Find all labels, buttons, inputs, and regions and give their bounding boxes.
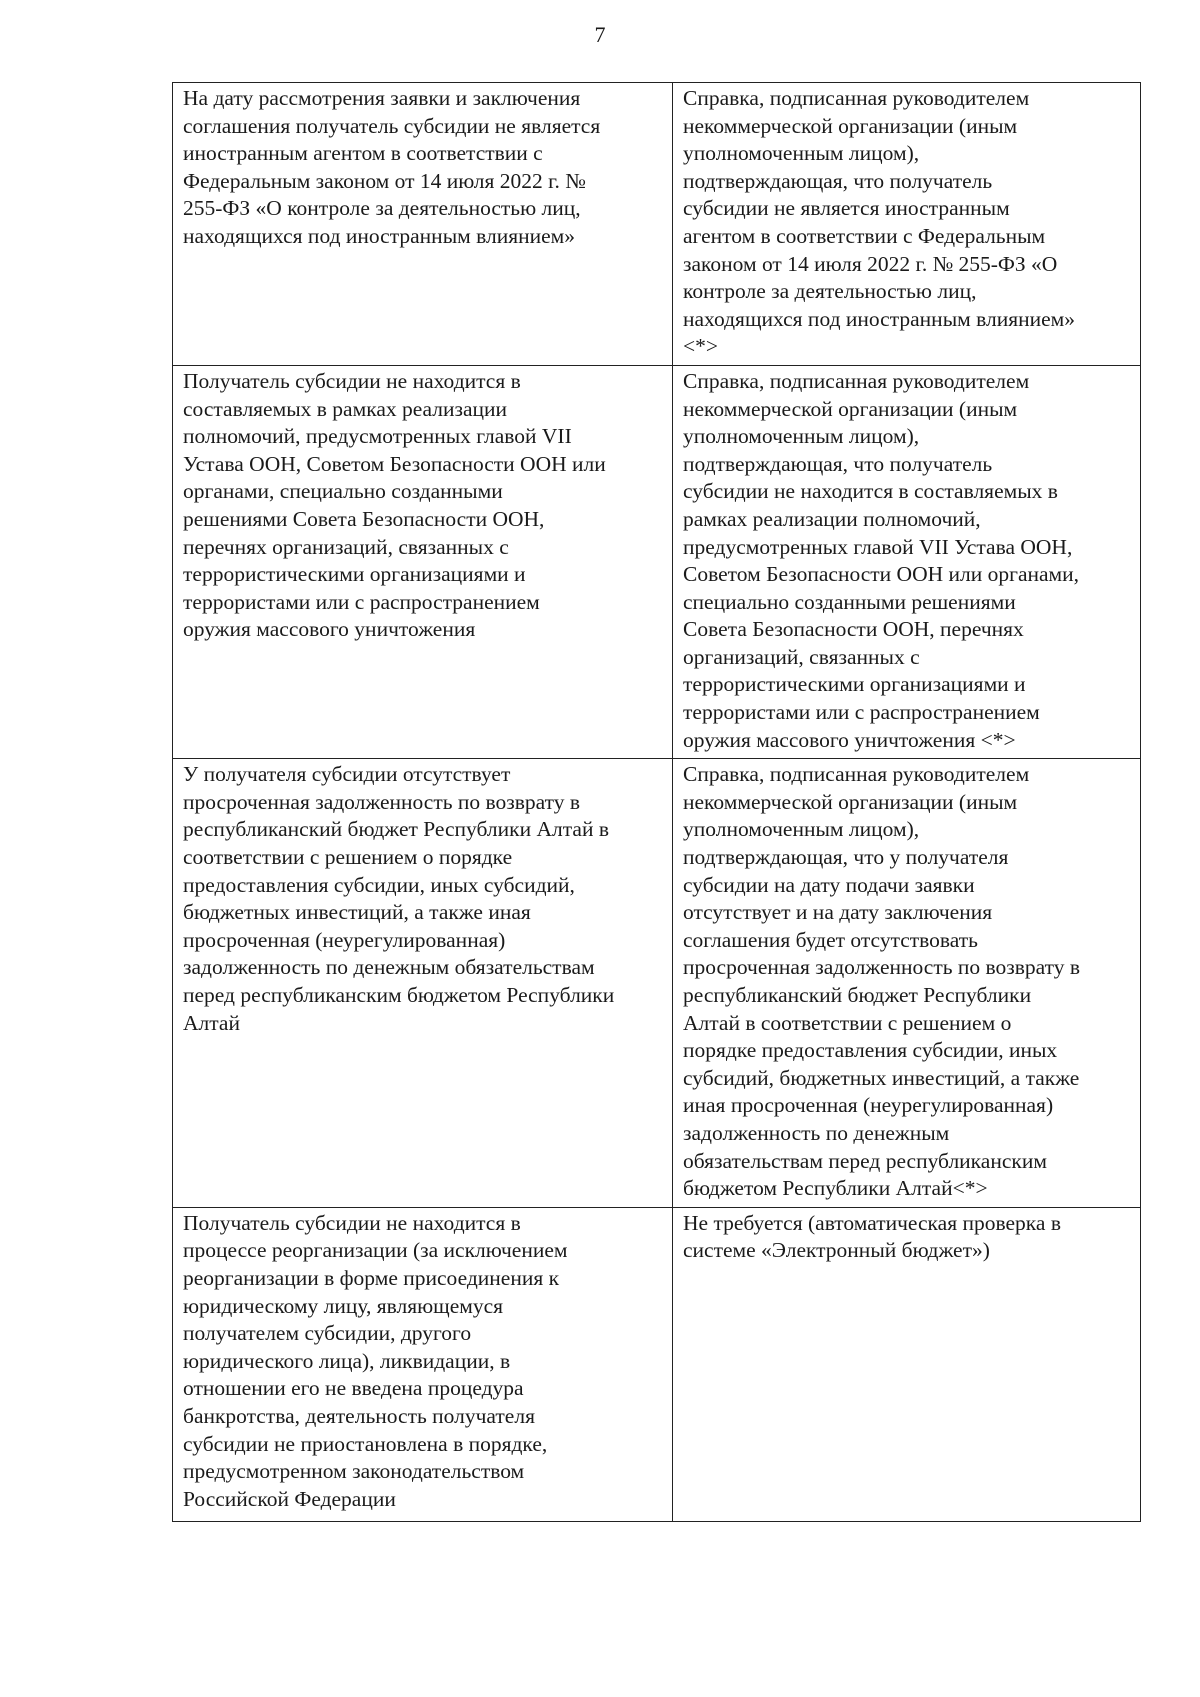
document-cell [673,365,1141,758]
requirement-cell [173,1207,673,1521]
document-text: Не требуется (автоматическая проверка в системе «Электронный бюджет») [683,1210,1061,1263]
table-row [173,83,1141,366]
table-row [173,1207,1141,1521]
requirement-cell [173,83,673,366]
requirement-cell [173,759,673,1208]
requirement-text: Получатель субсидии не находится в составляемых в рамках реализации полномочий, предусмотренных главой VII Устава ООН, Советом Безопасности ООН или органами, специально созданными решениями Совета Безопасности ООН, перечнях организаций, связанных с террористическими организациями и террористами или с распространением оружия массового уничтожения [183,368,606,642]
requirement-text: Получатель субсидии не находится в процессе реорганизации (за исключением реорганизации в форме присоединения к юридическому лицу, являющемуся получателем субсидии, другого юридического лица), ликвидации, в отношении его не введена процедура банкротства, деятельность получателя субсидии не приостановлена в порядке, предусмотренном законодательством Российской Федерации [183,1210,568,1511]
table-row [173,759,1141,1208]
document-text: Справка, подписанная руководителем некоммерческой организации (иным уполномоченным лицом), подтверждающая, что у получателя субсидии на дату подачи заявки отсутствует и на дату заключения соглашения будет отсутствовать просроченная задолженность по возврату в республиканский бюджет Республики Алтай в соответствии с решением о порядке предоставления субсидии, иных субсидий, бюджетных инвестиций, а также иная просроченная (неурегулированная) задолженность по денежным обязательствам перед республиканским бюджетом Республики Алтай<*> [683,762,1081,1201]
table-row [173,365,1141,758]
document-text: Справка, подписанная руководителем некоммерческой организации (иным уполномоченным лицом), подтверждающая, что получатель субсидии не является иностранным агентом в соответствии с Федеральным законом от 14 июля 2022 г. № 255-ФЗ «О контроле за деятельностью лиц, находящихся под иностранным влиянием» <*> [683,86,1076,359]
document-cell [673,759,1141,1208]
requirement-cell [173,365,673,758]
requirement-text: У получателя субсидии отсутствует просроченная задолженность по возврату в республиканский бюджет Республики Алтай в соответствии с решением о порядке предоставления субсидии, иных субсидий, бюджетных инвестиций, а также иная просроченная (неурегулированная) задолженность по денежным обязательствам перед республиканским бюджетом Республики Алтай [183,762,615,1035]
document-cell [673,1207,1141,1521]
requirements-table [172,82,1141,1522]
document-text: Справка, подписанная руководителем некоммерческой организации (иным уполномоченным лицом), подтверждающая, что получатель субсидии не находится в составляемых в рамках реализации полномочий, предусмотренных главой VII Устава ООН, Советом Безопасности ООН или органами, специально созданными решениями Совета Безопасности ООН, перечнях организаций, связанных с террористическими организациями и террористами или с распространением оружия массового уничтожения <*> [683,368,1080,752]
document-cell [673,83,1141,366]
requirement-text: На дату рассмотрения заявки и заключения соглашения получатель субсидии не является иностранным агентом в соответствии с Федеральным законом от 14 июля 2022 г. № 255-ФЗ «О контроле за деятельностью лиц, находящихся под иностранным влиянием» [183,86,601,248]
page-number: 7 [594,22,606,47]
